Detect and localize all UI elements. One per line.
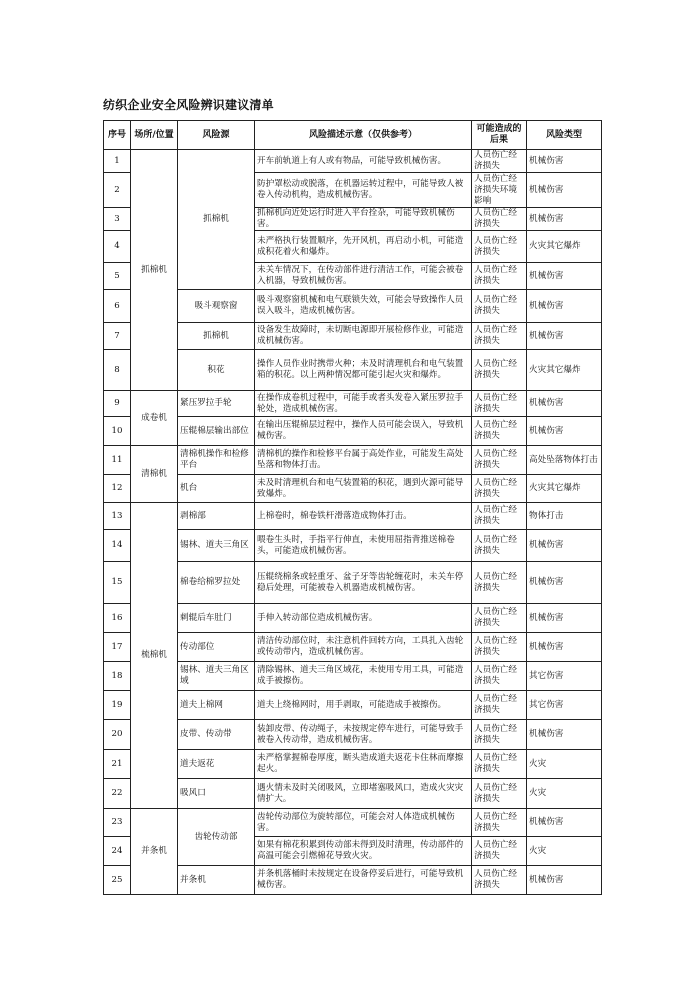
consequence-cell: 人员伤亡经济损失 [472, 503, 527, 530]
source-cell: 传动部位 [178, 633, 255, 662]
location-cell: 梳棉机 [131, 503, 178, 809]
consequence-cell: 人员伤亡经济损失 [472, 208, 527, 231]
consequence-cell: 人员伤亡经济损失 [472, 323, 527, 350]
table-row [104, 779, 602, 809]
description-cell: 道夫上绕棉网时，用手剥取，可能造成手被擦伤。 [255, 691, 472, 720]
table-row [104, 417, 602, 446]
risk-type-cell: 物体打击 [527, 503, 602, 530]
row-no: 22 [104, 779, 131, 809]
row-no: 20 [104, 720, 131, 750]
risk-type-cell: 火灾其它爆炸 [527, 231, 602, 263]
risk-type-cell: 火灾 [527, 837, 602, 866]
row-no: 3 [104, 208, 131, 231]
risk-type-cell: 火灾其它爆炸 [527, 475, 602, 503]
row-no: 7 [104, 323, 131, 350]
table-header-row [104, 121, 602, 150]
location-cell: 清棉机 [131, 446, 178, 503]
risk-type-cell: 机械伤害 [527, 866, 602, 895]
row-no: 19 [104, 691, 131, 720]
risk-type-cell: 机械伤害 [527, 562, 602, 604]
source-cell: 道夫返花 [178, 750, 255, 779]
row-no: 11 [104, 446, 131, 475]
risk-type-cell: 机械伤害 [527, 263, 602, 290]
risk-type-cell: 机械伤害 [527, 173, 602, 208]
table-row [104, 809, 602, 837]
table-row [104, 290, 602, 323]
table-row [104, 633, 602, 662]
consequence-cell: 人员伤亡经济损失 [472, 809, 527, 837]
source-cell: 机台 [178, 475, 255, 503]
source-cell: 锡林、道夫三角区 [178, 530, 255, 562]
risk-type-cell: 机械伤害 [527, 530, 602, 562]
description-cell: 未严格执行装置顺序，先开风机，再启动小机，可能造成积花着火和爆炸。 [255, 231, 472, 263]
description-cell: 上棉卷时，棉卷铁杆滑落造成物体打击。 [255, 503, 472, 530]
table-row [104, 446, 602, 475]
description-cell: 手伸入转动部位造成机械伤害。 [255, 604, 472, 633]
header-seq: 序号 [104, 121, 131, 150]
description-cell: 抓棉机向近处运行时进入平台拴杂，可能导致机械伤害。 [255, 208, 472, 231]
row-no: 10 [104, 417, 131, 446]
description-cell: 在操作成卷机过程中，可能手或者头发卷入紧压罗拉手轮处，造成机械伤害。 [255, 391, 472, 417]
description-cell: 齿轮传动部位为旋转部位，可能会对人体造成机械伤害。 [255, 809, 472, 837]
row-no: 16 [104, 604, 131, 633]
description-cell: 未关车情况下，在传动部件进行清洁工作，可能会被卷入机器，导致机械伤害。 [255, 263, 472, 290]
description-cell: 喂卷生头时，手指平行伸直，未使用屈指背推送棉卷头，可能造成机械伤害。 [255, 530, 472, 562]
row-no: 15 [104, 562, 131, 604]
row-no: 9 [104, 391, 131, 417]
consequence-cell: 人员伤亡经济损失 [472, 750, 527, 779]
risk-type-cell: 机械伤害 [527, 417, 602, 446]
source-cell: 道夫上棉网 [178, 691, 255, 720]
risk-type-cell: 机械伤害 [527, 323, 602, 350]
row-no: 4 [104, 231, 131, 263]
source-cell: 抓棉机 [178, 150, 255, 290]
risk-type-cell: 机械伤害 [527, 604, 602, 633]
header-source: 风险源 [178, 121, 255, 150]
risk-table [103, 120, 602, 895]
source-cell: 抓棉机 [178, 323, 255, 350]
header-consequence: 可能造成的后果 [472, 121, 527, 150]
source-cell: 并条机 [178, 866, 255, 895]
header-location: 场所/位置 [131, 121, 178, 150]
description-cell: 压辊绕棉条或轻重牙、盆子牙等齿轮缠花时，未关车停稳后处理，可能被卷入机器造成机械伤害。 [255, 562, 472, 604]
risk-type-cell: 机械伤害 [527, 208, 602, 231]
source-cell: 皮带、传动带 [178, 720, 255, 750]
risk-type-cell: 高处坠落物体打击 [527, 446, 602, 475]
source-cell: 清棉机操作和检修平台 [178, 446, 255, 475]
consequence-cell: 人员伤亡经济损失 [472, 150, 527, 173]
source-cell: 压辊棉层输出部位 [178, 417, 255, 446]
row-no: 5 [104, 263, 131, 290]
row-no: 2 [104, 173, 131, 208]
description-cell: 并条机落桶时未按规定在设备停妥后进行，可能导致机械伤害。 [255, 866, 472, 895]
risk-type-cell: 火灾 [527, 750, 602, 779]
source-cell: 吸斗观察窗 [178, 290, 255, 323]
document-title: 纺织企业安全风险辨识建议清单 [103, 98, 274, 112]
consequence-cell: 人员伤亡经济损失 [472, 290, 527, 323]
consequence-cell: 人员伤亡经济损失 [472, 417, 527, 446]
consequence-cell: 人员伤亡经济损失 [472, 446, 527, 475]
location-cell: 抓棉机 [131, 150, 178, 391]
risk-type-cell: 机械伤害 [527, 720, 602, 750]
consequence-cell: 人员伤亡经济损失 [472, 350, 527, 391]
description-cell: 防护罩松动或脱落，在机器运转过程中，可能导致人被卷入传动机构，造成机械伤害。 [255, 173, 472, 208]
description-cell: 设备发生故障时，未切断电源即开展检修作业，可能造成机械伤害。 [255, 323, 472, 350]
description-cell: 在输出压辊棉层过程中，操作人员可能会误入，导致机械伤害。 [255, 417, 472, 446]
consequence-cell: 人员伤亡经济损失 [472, 691, 527, 720]
risk-type-cell: 机械伤害 [527, 290, 602, 323]
row-no: 6 [104, 290, 131, 323]
risk-type-cell: 火灾其它爆炸 [527, 350, 602, 391]
risk-type-cell: 机械伤害 [527, 150, 602, 173]
table-row [104, 562, 602, 604]
consequence-cell: 人员伤亡经济损失 [472, 604, 527, 633]
consequence-cell: 人员伤亡经济损失 [472, 633, 527, 662]
description-cell: 吸斗观察窗机械和电气联锁失效，可能会导致操作人员误入吸斗，造成机械伤害。 [255, 290, 472, 323]
consequence-cell: 人员伤亡经济损失 [472, 662, 527, 691]
description-cell: 清除锡林、道夫三角区域花，未使用专用工具，可能造成手被擦伤。 [255, 662, 472, 691]
risk-type-cell: 机械伤害 [527, 391, 602, 417]
table-row [104, 750, 602, 779]
source-cell: 锡林、道夫三角区域 [178, 662, 255, 691]
risk-type-cell: 机械伤害 [527, 809, 602, 837]
row-no: 24 [104, 837, 131, 866]
description-cell: 操作人员作业时携带火种；未及时清理机台和电气装置箱的积花。以上两种情况都可能引起火灾和爆炸。 [255, 350, 472, 391]
row-no: 8 [104, 350, 131, 391]
source-cell: 紧压罗拉手轮 [178, 391, 255, 417]
consequence-cell: 人员伤亡经济损失 [472, 475, 527, 503]
consequence-cell: 人员伤亡经济损失环境影响 [472, 173, 527, 208]
row-no: 18 [104, 662, 131, 691]
description-cell: 未及时清理机台和电气装置箱的积花，遇到火源可能导致爆炸。 [255, 475, 472, 503]
table-row [104, 503, 602, 530]
risk-type-cell: 其它伤害 [527, 691, 602, 720]
consequence-cell: 人员伤亡经济损失 [472, 866, 527, 895]
table-row [104, 350, 602, 391]
risk-type-cell: 机械伤害 [527, 633, 602, 662]
description-cell: 未严格掌握棉卷厚度，断头造成道夫返花卡住林而摩擦起火。 [255, 750, 472, 779]
row-no: 12 [104, 475, 131, 503]
source-cell: 吸风口 [178, 779, 255, 809]
table-row [104, 475, 602, 503]
consequence-cell: 人员伤亡经济损失 [472, 263, 527, 290]
table-row [104, 691, 602, 720]
consequence-cell: 人员伤亡经济损失 [472, 720, 527, 750]
consequence-cell: 人员伤亡经济损失 [472, 231, 527, 263]
row-no: 25 [104, 866, 131, 895]
description-cell: 如果有棉花积累到传动部未得到及时清理，传动部件的高温可能会引燃棉花导致火灾。 [255, 837, 472, 866]
row-no: 14 [104, 530, 131, 562]
header-type: 风险类型 [527, 121, 602, 150]
row-no: 23 [104, 809, 131, 837]
consequence-cell: 人员伤亡经济损失 [472, 837, 527, 866]
description-cell: 开车前轨道上有人或有物品，可能导致机械伤害。 [255, 150, 472, 173]
description-cell: 清棉机的操作和检修平台属于高处作业，可能发生高处坠落和物体打击。 [255, 446, 472, 475]
location-cell: 成卷机 [131, 391, 178, 446]
location-cell: 并条机 [131, 809, 178, 895]
description-cell: 遇火情未及时关闭吸风，立即堵塞吸风口，造成火灾灾情扩大。 [255, 779, 472, 809]
table-row [104, 720, 602, 750]
table-row [104, 391, 602, 417]
description-cell: 装卸皮带、传动绳子，未按规定停车进行，可能导致手被卷入传动带，造成机械伤害。 [255, 720, 472, 750]
consequence-cell: 人员伤亡经济损失 [472, 779, 527, 809]
table-row [104, 866, 602, 895]
source-cell: 刺辊后车肚门 [178, 604, 255, 633]
risk-type-cell: 火灾 [527, 779, 602, 809]
consequence-cell: 人员伤亡经济损失 [472, 391, 527, 417]
row-no: 17 [104, 633, 131, 662]
table-row [104, 530, 602, 562]
source-cell: 积花 [178, 350, 255, 391]
risk-type-cell: 其它伤害 [527, 662, 602, 691]
source-cell: 棉卷给棉罗拉处 [178, 562, 255, 604]
row-no: 1 [104, 150, 131, 173]
table-row [104, 150, 602, 173]
row-no: 21 [104, 750, 131, 779]
consequence-cell: 人员伤亡经济损失 [472, 530, 527, 562]
description-cell: 清洁传动部位时，未注意机件回转方向，工具扎入齿轮或传动带内，造成机械伤害。 [255, 633, 472, 662]
header-description: 风险描述示意（仅供参考） [255, 121, 472, 150]
table-row [104, 604, 602, 633]
consequence-cell: 人员伤亡经济损失 [472, 562, 527, 604]
source-cell: 剥棉部 [178, 503, 255, 530]
row-no: 13 [104, 503, 131, 530]
table-row [104, 323, 602, 350]
source-cell: 齿轮传动部 [178, 809, 255, 866]
table-row [104, 662, 602, 691]
